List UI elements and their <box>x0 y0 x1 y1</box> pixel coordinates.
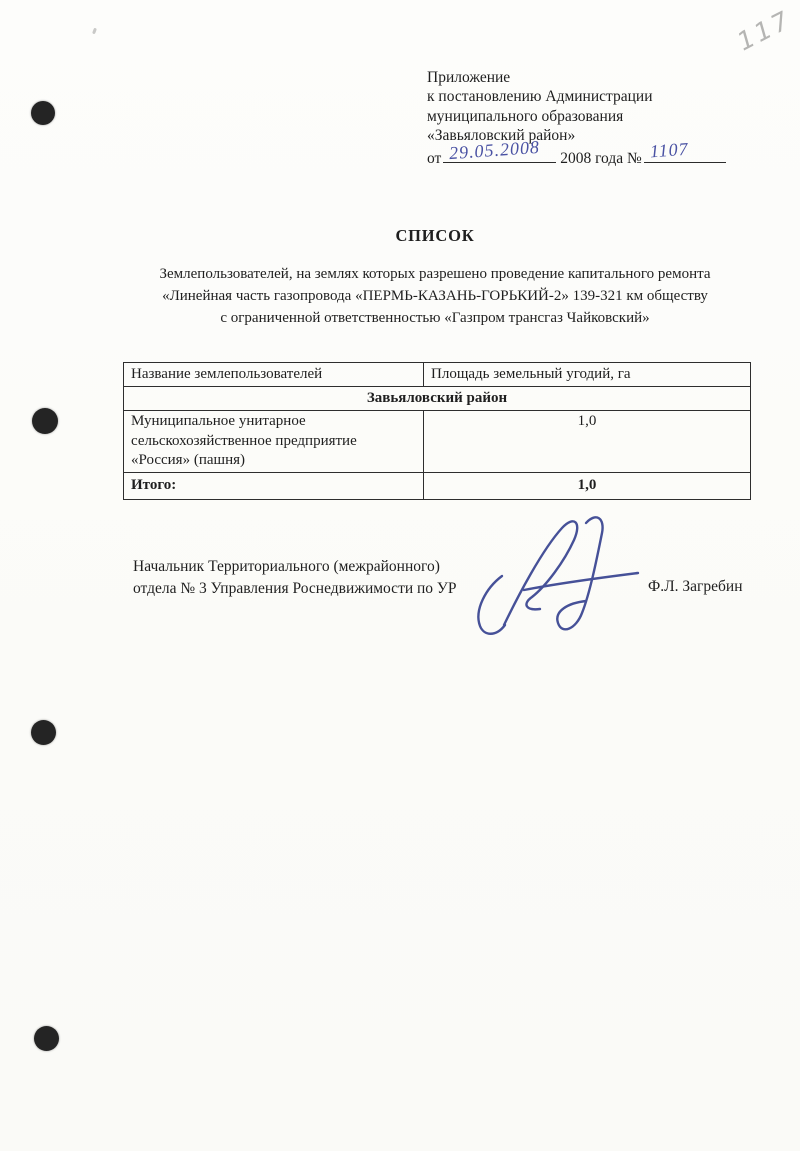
handwritten-number: 1107 <box>649 138 690 162</box>
table-header-row <box>124 363 751 387</box>
document-title: СПИСОК <box>395 226 475 245</box>
hole-punch-mark <box>31 101 55 125</box>
official-title-line: Начальник Территориального (межрайонного) <box>133 558 440 575</box>
land-users-table <box>123 362 751 500</box>
handwritten-page-number: 117 <box>732 4 797 57</box>
header-line: «Завьяловский район» <box>427 126 576 144</box>
signature-scribble <box>466 512 656 652</box>
header-line: муниципального образования <box>427 107 624 125</box>
land-user-name-line: Муниципальное унитарное <box>131 413 306 429</box>
district-group-label: Завьяловский район <box>124 387 751 411</box>
hole-punch-mark <box>32 408 58 434</box>
total-label: Итого: <box>124 472 424 499</box>
land-user-name-line: «Россия» (пашня) <box>131 452 245 468</box>
district-group-row <box>124 387 751 411</box>
intro-paragraph <box>70 263 800 329</box>
land-user-row <box>124 411 751 473</box>
official-title <box>133 556 457 599</box>
official-title-line: отдела № 3 Управления Роснедвижимости по УР <box>133 579 457 597</box>
appendix-header <box>427 68 653 145</box>
intro-line: «Линейная часть газопровода «ПЕРМЬ-КАЗАНЬ-ГОРЬКИЙ-2» 139-321 км обществу <box>162 288 708 304</box>
handwritten-date: 29.05.2008 <box>448 136 541 164</box>
hole-punch-mark <box>34 1026 59 1051</box>
intro-line: Землепользователей, на землях которых разрешено проведение капитального ремонта <box>159 266 711 282</box>
table-header-name: Название землепользователей <box>124 363 424 387</box>
land-user-name-line: сельскохозяйственное предприятие <box>131 432 357 449</box>
scan-speck <box>92 28 97 35</box>
total-value: 1,0 <box>424 472 751 499</box>
date-middle-text: 2008 года № <box>560 150 642 167</box>
header-line: Приложение <box>427 69 511 86</box>
date-underline <box>443 136 556 164</box>
total-row <box>124 472 751 499</box>
land-user-name <box>124 411 424 473</box>
table-header-area: Площадь земельный угодий, га <box>424 363 751 387</box>
date-line <box>427 136 726 168</box>
number-underline <box>644 138 726 163</box>
intro-line: с ограниченной ответственностью «Газпром трансгаз Чайковский» <box>220 310 650 326</box>
land-user-area: 1,0 <box>424 411 751 473</box>
signatory-name: Ф.Л. Загребин <box>648 578 743 595</box>
date-prefix: от <box>427 150 442 167</box>
header-line: к постановлению Администрации <box>427 88 653 106</box>
hole-punch-mark <box>31 720 56 745</box>
